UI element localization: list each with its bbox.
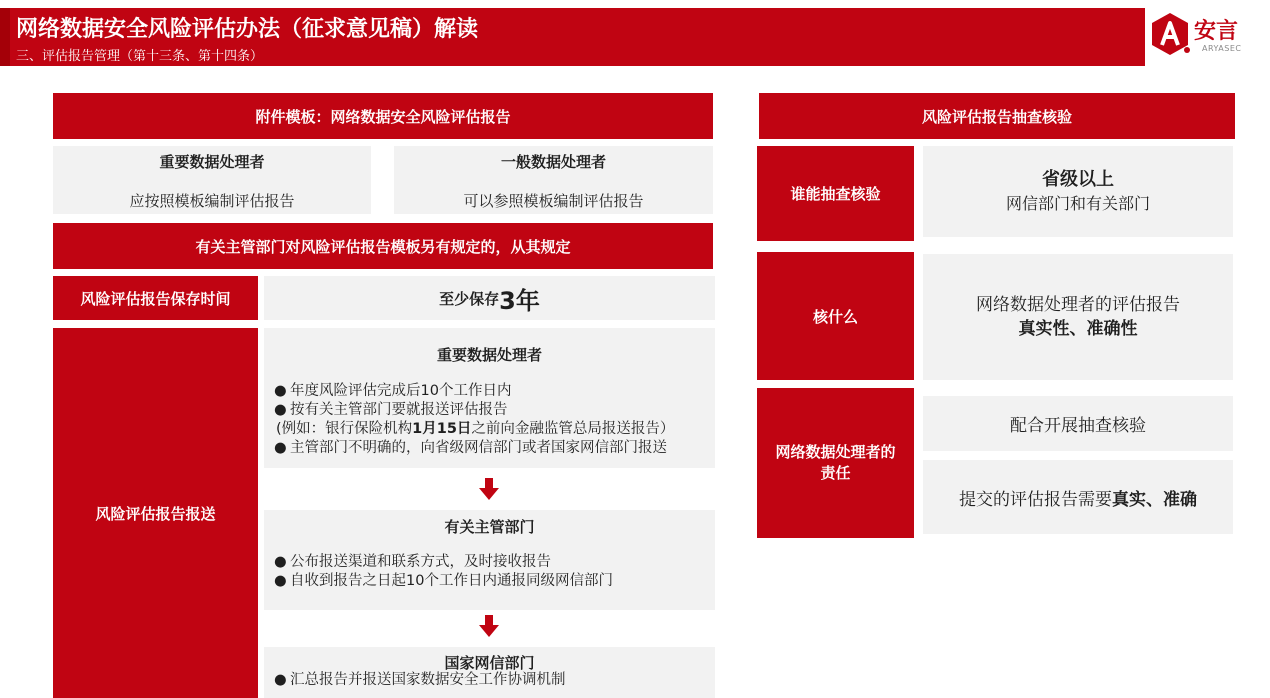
list-item: ● 汇总报告并报送国家数据安全工作协调机制 xyxy=(274,672,566,688)
retention-prefix: 至少保存 xyxy=(439,289,500,308)
page-title: 网络数据安全风险评估办法（征求意见稿）解读 xyxy=(16,17,479,42)
general-processor-desc: 可以参照模板编制评估报告 xyxy=(463,192,644,210)
who-text: 网信部门和有关部门 xyxy=(1005,193,1150,213)
bullet-icon: ● xyxy=(274,402,287,418)
list-item: ● 按有关主管部门要就报送评估报告 xyxy=(274,402,508,418)
bullet-icon: ● xyxy=(274,672,287,688)
duty-item-cooperate: 配合开展抽查核验 xyxy=(923,396,1233,451)
what-content xyxy=(923,254,1233,380)
list-item: ● 年度风险评估完成后10个工作日内 xyxy=(274,383,512,399)
flow-step-national xyxy=(264,647,715,698)
flow-step-important-list xyxy=(272,382,712,420)
flow-step-important xyxy=(264,328,715,468)
bullet-icon: ● xyxy=(274,440,287,456)
retention-label: 风险评估报告保存时间 xyxy=(53,276,258,320)
retention-value-box xyxy=(264,276,715,320)
what-bold: 真实性、准确性 xyxy=(1018,319,1138,339)
general-processor-title: 一般数据处理者 xyxy=(500,153,606,171)
what-label: 核什么 xyxy=(757,252,914,380)
bullet-icon: ● xyxy=(274,573,287,589)
retention-years: 3年 xyxy=(499,286,540,315)
list-item: ● 自收到报告之日起10个工作日内通报同级网信部门 xyxy=(274,573,613,589)
duty-label: 网络数据处理者的责任 xyxy=(757,388,914,538)
logo-text: 安言 xyxy=(1194,19,1239,44)
general-processor-card xyxy=(394,146,713,214)
submit-label: 风险评估报告报送 xyxy=(53,328,258,698)
page-subtitle: 三、评估报告管理（第十三条、第十四条） xyxy=(16,49,264,64)
duty-item-accurate-bold: 真实、准确 xyxy=(1112,489,1197,510)
what-text: 网络数据处理者的评估报告 xyxy=(976,295,1180,315)
flow-step-important-note: (例如：银行保险机构1月15日之前向金融监管总局报送报告） xyxy=(276,421,675,437)
important-processor-desc: 应按照模板编制评估报告 xyxy=(129,192,295,210)
header xyxy=(0,0,1270,66)
who-label: 谁能抽查核验 xyxy=(757,146,914,241)
bullet-icon: ● xyxy=(274,554,287,570)
logo-english: ARYASEC xyxy=(1202,44,1242,53)
important-processor-card xyxy=(53,146,371,214)
bullet-icon: ● xyxy=(274,383,287,399)
list-item: ● 主管部门不明确的，向省级网信部门或者国家网信部门报送 xyxy=(274,440,667,456)
arrow-down-icon xyxy=(479,478,499,500)
template-banner: 附件模板：网络数据安全风险评估报告 xyxy=(53,93,713,139)
aryasec-logo-icon xyxy=(1150,12,1190,56)
title-accent xyxy=(0,8,10,66)
flow-step-authority-title: 有关主管部门 xyxy=(444,518,535,536)
duty-item-accurate xyxy=(923,460,1233,534)
flow-step-important-title: 重要数据处理者 xyxy=(436,346,542,364)
duty-item-accurate-text: 提交的评估报告需要 xyxy=(959,489,1112,510)
who-content xyxy=(923,146,1233,237)
logo xyxy=(1150,12,1262,62)
flow-step-authority-list xyxy=(272,553,712,591)
flow-step-authority xyxy=(264,510,715,610)
important-processor-title: 重要数据处理者 xyxy=(159,153,265,171)
flow-step-national-title: 国家网信部门 xyxy=(444,654,535,672)
who-bold: 省级以上 xyxy=(1042,168,1114,190)
flow-step-important-list-2 xyxy=(272,439,712,458)
arrow-down-icon xyxy=(479,615,499,637)
rule-banner: 有关主管部门对风险评估报告模板另有规定的，从其规定 xyxy=(53,223,713,269)
spot-check-banner: 风险评估报告抽查核验 xyxy=(759,93,1235,139)
flow-step-national-list xyxy=(272,671,712,690)
list-item: ● 公布报送渠道和联系方式，及时接收报告 xyxy=(274,554,551,570)
